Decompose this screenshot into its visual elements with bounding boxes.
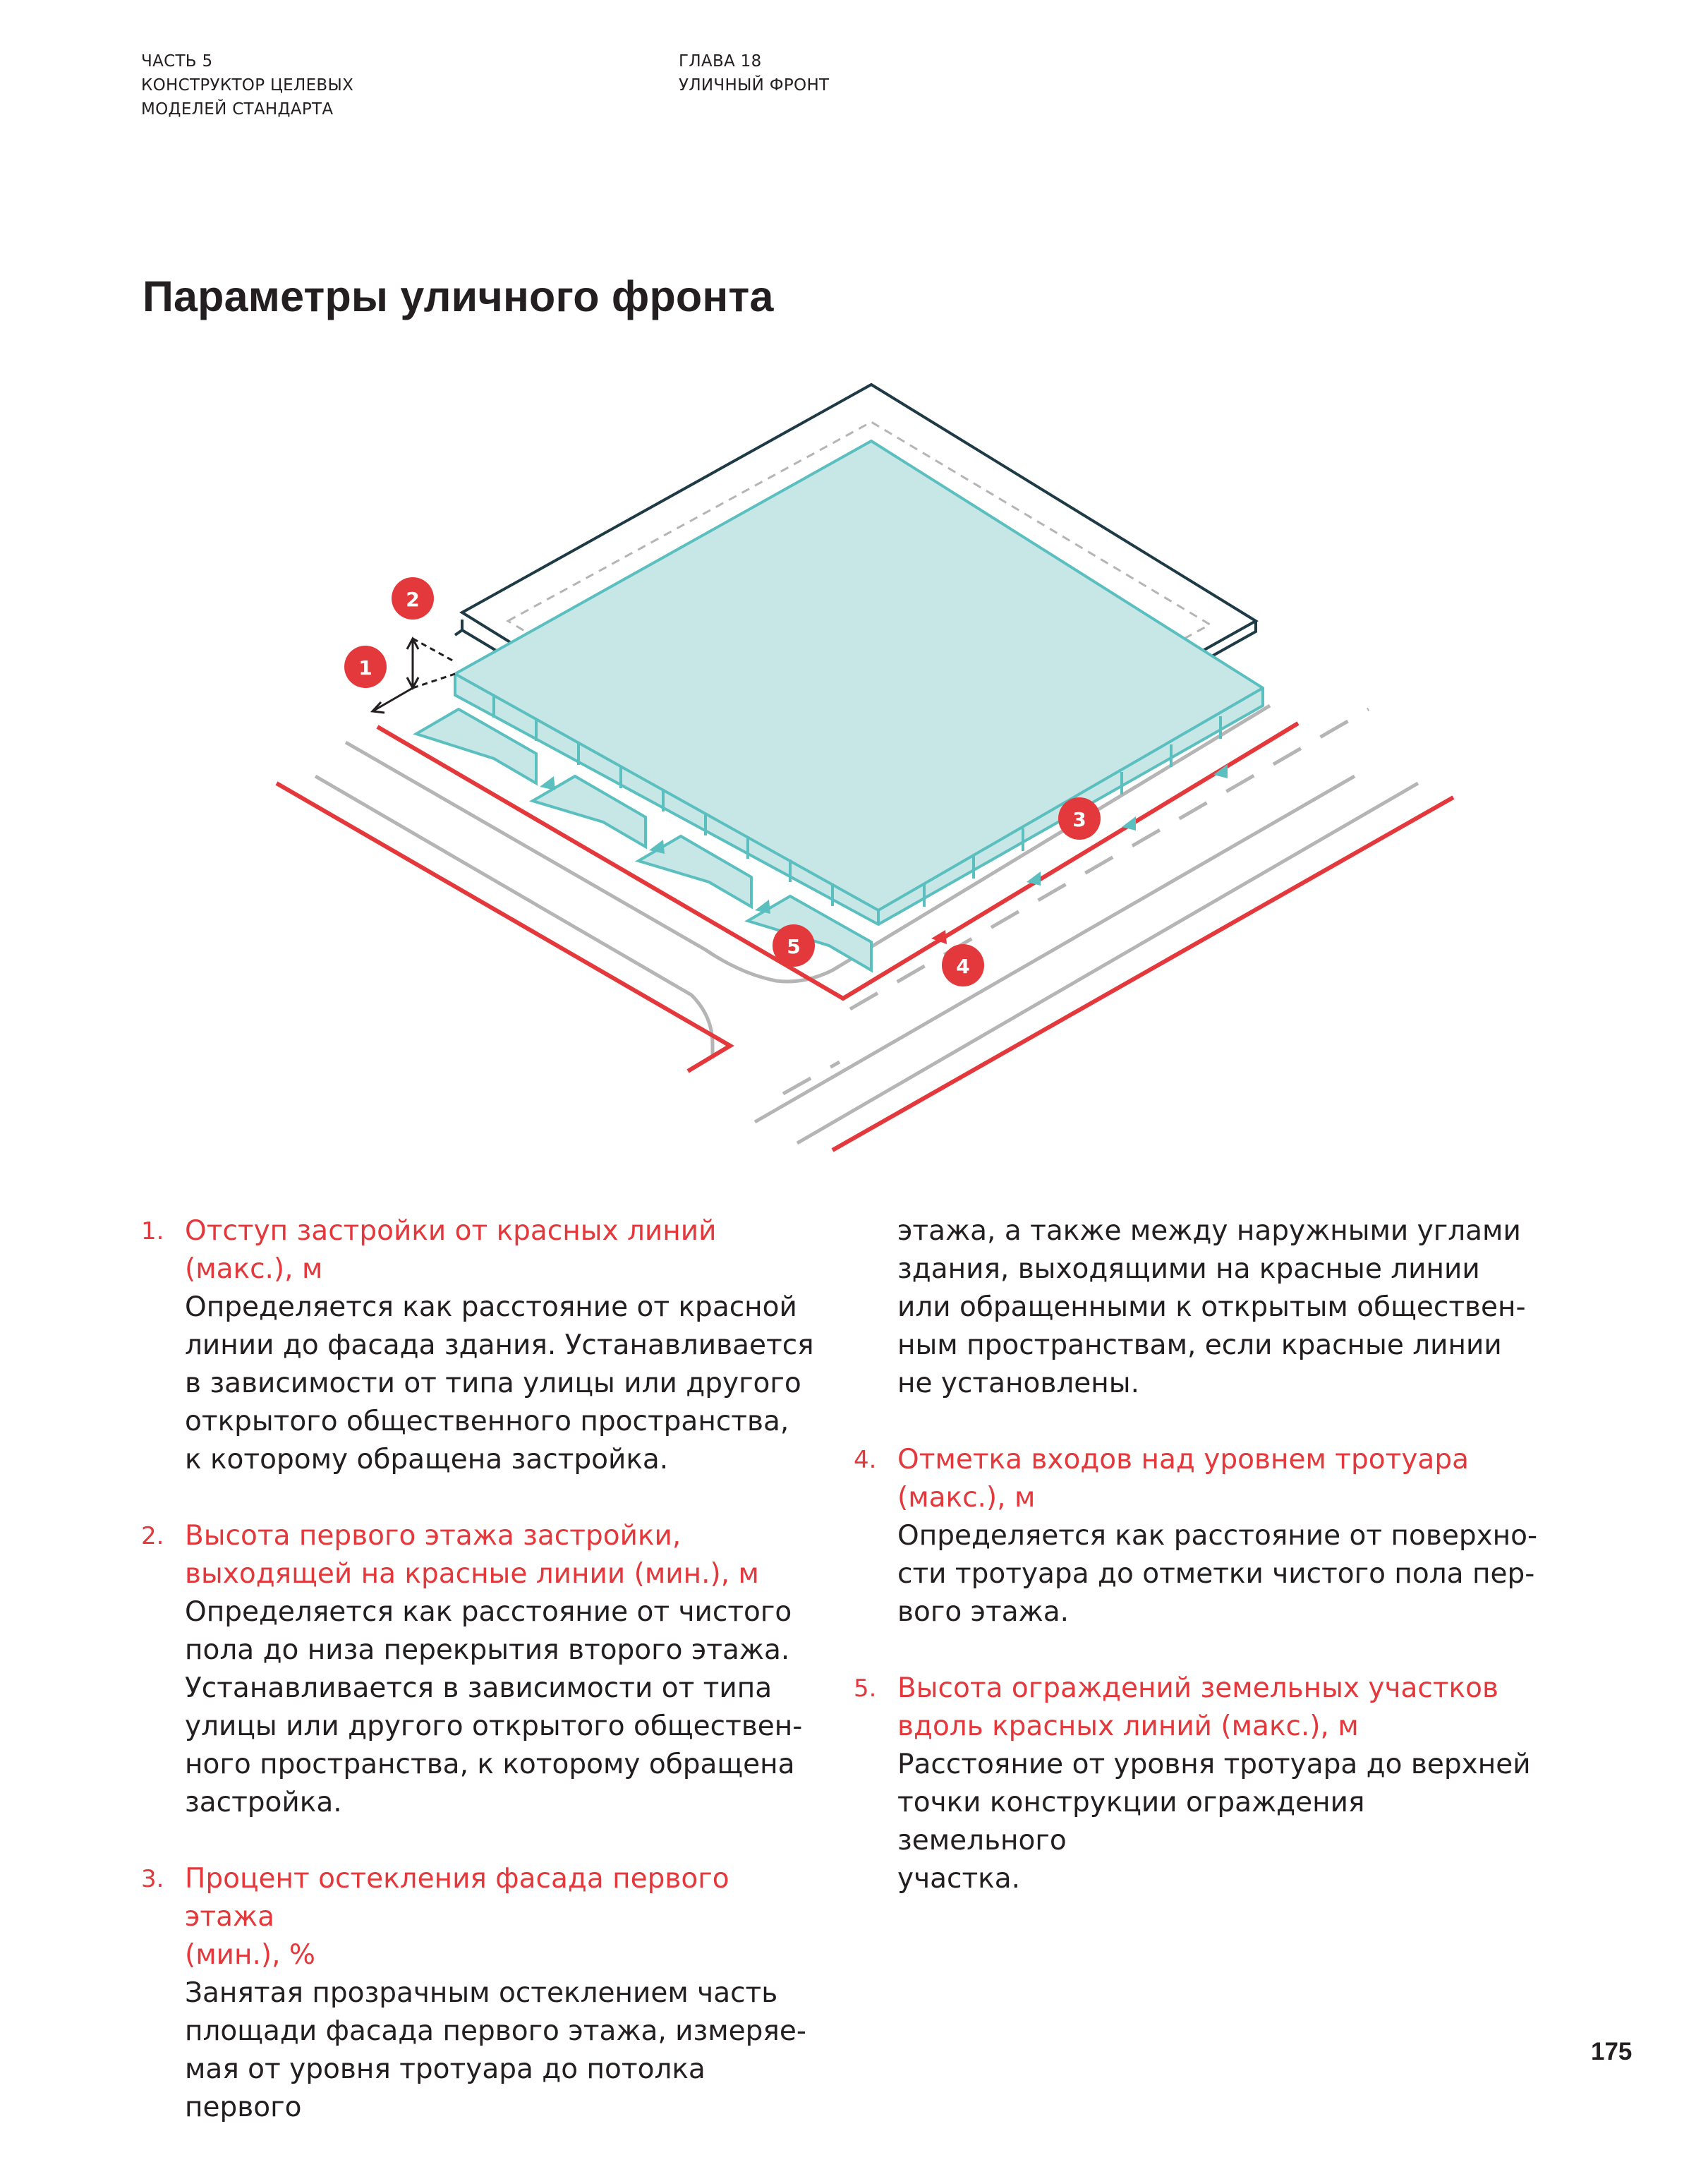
list-item-3 (141, 1860, 825, 2127)
item-body-line: Определяется как расстояние от чистого (185, 1596, 792, 1628)
item-body-line: участка. (897, 1863, 1021, 1895)
header-part-title-2: МОДЕЛЕЙ СТАНДАРТА (141, 100, 334, 119)
item-body-line: площади фасада первого этажа, измеряе- (185, 2015, 806, 2047)
item-number: 2. (141, 1522, 164, 1550)
list-item-2 (141, 1517, 825, 1822)
street-front-diagram (0, 353, 1708, 1214)
item-number: 4. (854, 1446, 877, 1474)
list-item-1 (141, 1212, 825, 1479)
header-part: ЧАСТЬ 5 (141, 52, 213, 71)
item-heading-line: вдоль красных линий (макс.), м (897, 1710, 1359, 1742)
item-body-line: вого этажа. (897, 1596, 1070, 1628)
marker-2-label: 2 (406, 588, 420, 611)
item-body-line: в зависимости от типа улицы или другого (185, 1368, 801, 1399)
header-chapter-title: УЛИЧНЫЙ ФРОНТ (679, 76, 830, 95)
marker-1 (344, 646, 387, 688)
item-heading-line: Высота первого этажа застройки, (185, 1520, 682, 1552)
item-body-line: не установлены. (897, 1368, 1139, 1399)
item-body-line: улицы или другого открытого обществен- (185, 1710, 803, 1742)
item-body-line: пола до низа перекрытия второго этажа. (185, 1634, 790, 1666)
dimension-arrows (373, 639, 455, 713)
item-body-line: ным пространствам, если красные линии (897, 1329, 1502, 1361)
item-body-line: линии до фасада здания. Устанавливается (185, 1329, 814, 1361)
item-heading-line: Процент остекления фасада первого этажа (185, 1863, 729, 1933)
item-body-line: Устанавливается в зависимости от типа (185, 1672, 773, 1704)
marker-5-label: 5 (787, 935, 801, 958)
item-body-line: открытого общественного пространства, (185, 1406, 789, 1437)
item-number: 5. (854, 1674, 877, 1703)
item-heading-line: (мин.), % (185, 1939, 315, 1971)
item-body-line: сти тротуара до отметки чистого пола пер- (897, 1558, 1535, 1590)
page-title: Параметры уличного фронта (143, 272, 774, 320)
marker-2 (392, 577, 434, 620)
running-header-right (679, 49, 829, 97)
item-body-line: ного пространства, к которому обращена (185, 1749, 795, 1780)
item-heading-line: выходящей на красные линии (мин.), м (185, 1558, 759, 1590)
item-body-line: мая от уровня тротуара до потолка первого (185, 2053, 705, 2123)
text-column-right (854, 1212, 1538, 1936)
item-body-line: к которому обращена застройка. (185, 1444, 669, 1475)
item-heading-line: (макс.), м (897, 1482, 1036, 1514)
header-part-title-1: КОНСТРУКТОР ЦЕЛЕВЫХ (141, 76, 354, 95)
marker-5 (773, 924, 815, 967)
item-number: 1. (141, 1217, 164, 1245)
header-chapter: ГЛАВА 18 (679, 52, 762, 71)
running-header-left (141, 49, 353, 121)
marker-3 (1058, 797, 1101, 840)
item-body-line: точки конструкции ограждения земельного (897, 1787, 1365, 1857)
marker-1-label: 1 (358, 656, 373, 680)
item-body-line: Определяется как расстояние от красной (185, 1291, 797, 1323)
item-body-line: здания, выходящими на красные линии (897, 1253, 1480, 1285)
ground-floor (455, 441, 1263, 924)
item-number: 3. (141, 1865, 164, 1893)
item-heading-line: Отметка входов над уровнем тротуара (897, 1444, 1469, 1475)
item-heading-line: Высота ограждений земельных участков (897, 1672, 1498, 1704)
marker-4 (942, 944, 984, 986)
item-body-line: Занятая прозрачным остеклением часть (185, 1977, 778, 2009)
item-body-line: или обращенными к открытым обществен- (897, 1291, 1526, 1323)
page-number: 175 (1591, 2038, 1633, 2065)
marker-3-label: 3 (1072, 808, 1086, 831)
item-heading-line: Отступ застройки от красных линий (макс.), м (185, 1215, 717, 1285)
item-body-line: Расстояние от уровня тротуара до верхней (897, 1749, 1531, 1780)
list-item-5 (854, 1670, 1538, 1898)
item-3-continued (854, 1212, 1538, 1403)
item-body-line: этажа, а также между наружными углами (897, 1215, 1521, 1247)
item-body-line: Определяется как расстояние от поверхно- (897, 1520, 1538, 1552)
list-item-4 (854, 1441, 1538, 1631)
text-column-left (141, 1212, 825, 2165)
item-body-line: застройка. (185, 1787, 342, 1818)
marker-4-label: 4 (956, 955, 970, 978)
